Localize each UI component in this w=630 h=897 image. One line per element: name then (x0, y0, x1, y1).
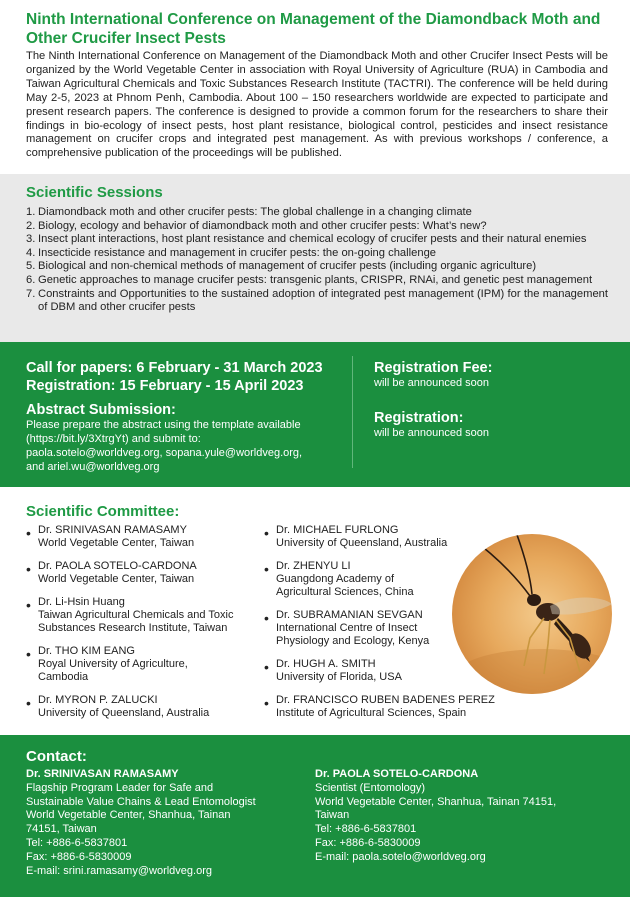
scientific-sessions-section (0, 174, 630, 342)
bullet-icon: • (264, 695, 269, 711)
committee-member: • Dr. ZHENYU LI Guangdong Academy of Agricultural Sciences, China (264, 560, 414, 599)
contact-name: Dr. PAOLA SOTELO-CARDONA (315, 768, 479, 780)
committee-heading: Scientific Committee: (26, 503, 180, 520)
dates-and-submission-band (0, 342, 630, 487)
intro-section (0, 0, 630, 174)
committee-member: • Dr. SRINIVASAN RAMASAMY World Vegetable Center, Taiwan (26, 524, 195, 550)
wasp-illustration (452, 534, 612, 694)
abstract-submission-heading: Abstract Submission: (26, 402, 176, 418)
abstract-submission-text: Please prepare the abstract using the template available (https://bit.ly/3XtrgYt) and submit to: paola.sotelo@worldveg.org, sopana.yule@worldveg.org, and ariel.wu@worldveg.org (26, 419, 346, 475)
session-item: 1. Diamondback moth and other crucifer pests: The global challenge in a changing climate (26, 206, 472, 218)
bullet-icon: • (264, 561, 269, 577)
submission-emails[interactable]: and ariel.wu@worldveg.org (26, 460, 160, 473)
parasitoid-wasp-photo (452, 534, 612, 694)
contact-heading: Contact: (26, 748, 87, 765)
contact-fax: Fax: +886-6-5830009 (315, 836, 421, 849)
call-for-papers-dates: Call for papers: 6 February - 31 March 2023 (26, 360, 323, 376)
contact-phone: Tel: +886-6-5837801 (315, 823, 417, 836)
bullet-icon: • (26, 695, 31, 711)
registration-fee-heading: Registration Fee: (374, 360, 493, 376)
session-item: 7. Constraints and Opportunities to the sustained adoption of integrated pest management (IPM) for the management of DBM and other crucifer pests (26, 287, 608, 314)
contact-email[interactable]: E-mail: paola.sotelo@worldveg.org (315, 850, 486, 863)
session-item: 5. Biological and non-chemical methods of management of crucifer pests (including organic agriculture) (26, 260, 537, 273)
bullet-icon: • (264, 659, 269, 675)
bullet-icon: • (26, 646, 31, 662)
session-item: 3. Insect plant interactions, host plant resistance and chemical ecology of crucifer pests and their natural enemies (26, 233, 587, 246)
registration-dates: Registration: 15 February - 15 April 2023 (26, 378, 304, 394)
bullet-icon: • (26, 561, 31, 577)
session-item: 6. Genetic approaches to manage crucifer pests: transgenic plants, CRISPR, RNAi, and genetic pest management (26, 273, 593, 286)
session-item: 2. Biology, ecology and behavior of diamondback moth and other crucifer pests: What’s new? (26, 219, 487, 232)
band-divider (352, 356, 353, 468)
committee-member: • Dr. SUBRAMANIAN SEVGAN International Centre of Insect Physiology and Ecology, Kenya (264, 609, 430, 648)
registration-heading: Registration: (374, 410, 464, 426)
contact-card-left: Dr. SRINIVASAN RAMASAMY Flagship Program Leader for Safe and Sustainable Value Chains & Lead Entomologist World Vegetable Center, Shanhua, Tainan 74151, Taiwan Tel: +886-6-5837801 Fax: +886-6-5830009 E-mail: srini.ramasamy@worldveg.org (26, 768, 286, 878)
contact-email[interactable]: E-mail: srini.ramasamy@worldveg.org (26, 864, 212, 877)
committee-member: • Dr. THO KIM EANG Royal University of Agriculture, Cambodia (26, 645, 188, 684)
committee-member: • Dr. FRANCISCO RUBEN BADENES PEREZ Institute of Agricultural Sciences, Spain (264, 694, 495, 720)
sessions-list (26, 206, 608, 315)
contact-name: Dr. SRINIVASAN RAMASAMY (26, 768, 179, 780)
conference-title: Ninth International Conference on Management of the Diamondback Moth and Other Crucifer Insect Pests (26, 11, 601, 47)
sessions-heading: Scientific Sessions (26, 184, 163, 201)
bullet-icon: • (26, 597, 31, 613)
template-link[interactable]: (https://bit.ly/3XtrgYt) and submit to: (26, 432, 201, 445)
committee-member: • Dr. HUGH A. SMITH University of Florida, USA (264, 658, 402, 684)
contact-phone: Tel: +886-6-5837801 (26, 836, 128, 849)
committee-member: • Dr. MICHAEL FURLONG University of Queensland, Australia (264, 524, 448, 550)
bullet-icon: • (26, 525, 31, 541)
committee-member: • Dr. MYRON P. ZALUCKI University of Queensland, Australia (26, 694, 210, 720)
bullet-icon: • (264, 525, 269, 541)
registration-text: will be announced soon (374, 427, 489, 439)
contact-card-right: Dr. PAOLA SOTELO-CARDONA Scientist (Entomology) World Vegetable Center, Shanhua, Tainan 74151, Taiwan Tel: +886-6-5837801 Fax: +886-6-5830009 E-mail: paola.sotelo@worldveg.org (315, 768, 605, 865)
contact-section (0, 735, 630, 897)
committee-member: • Dr. Li-Hsin Huang Taiwan Agricultural Chemicals and Toxic Substances Research Institute, Taiwan (26, 596, 234, 635)
registration-fee-text: will be announced soon (374, 377, 489, 389)
contact-fax: Fax: +886-6-5830009 (26, 850, 132, 863)
intro-paragraph: The Ninth International Conference on Management of the Diamondback Moth and other Crucifer Insect Pests will be organized by the World Vegetable Center in association with Royal University of Agriculture (RUA) in Cambodia and Taiwan Agricultural Chemicals and Toxic Substances Research Institute (TACTRI). The conference will be held during May 2-5, 2023 at Phnom Penh, Cambodia. About 100 – 150 researchers worldwide are expected to participate and present research papers. The conference is designed to provide a common forum for the researchers to share their findings in bio-ecology of insect pests, host plant resistance, biological control, pesticides and insect resistance management on crucifer crops and integrated pest management. As with previous workshops / conference, a comprehensive publication of the proceedings will be published. (26, 50, 608, 160)
bullet-icon: • (264, 610, 269, 626)
session-item: 4. Insecticide resistance and management in crucifer pests: the on-going challenge (26, 246, 437, 259)
committee-member: • Dr. PAOLA SOTELO-CARDONA World Vegetable Center, Taiwan (26, 560, 197, 586)
submission-emails[interactable]: paola.sotelo@worldveg.org, sopana.yule@worldveg.org, (26, 446, 303, 459)
